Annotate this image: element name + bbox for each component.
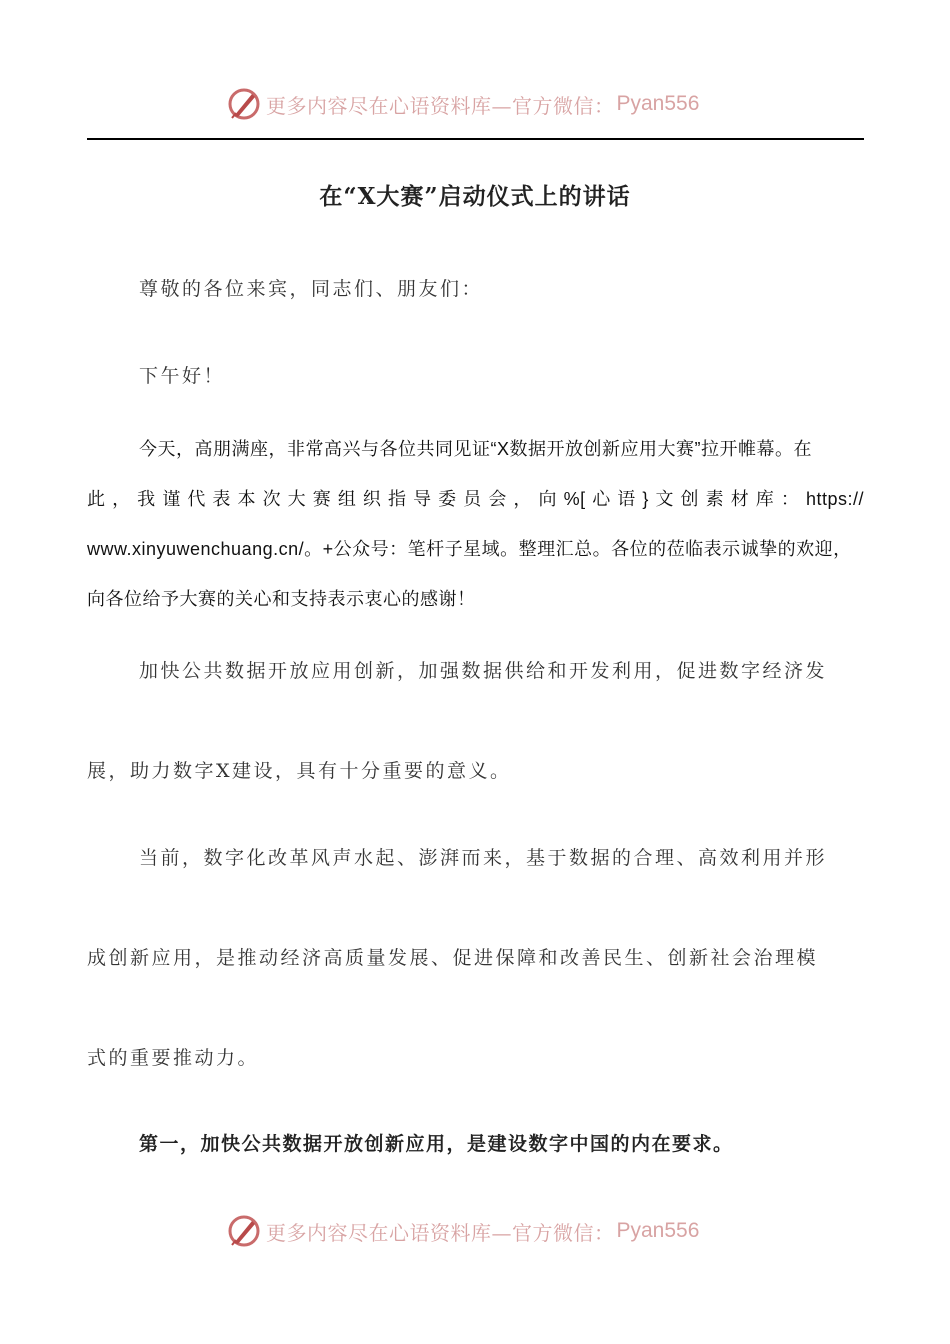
watermark-id: Pyan556 (616, 92, 700, 115)
paragraph-line: 向各位给予大赛的关心和支持表示衷心的感谢！ (87, 589, 476, 609)
footer-watermark (226, 1211, 699, 1251)
paragraph-line: 此，我谨代表本次大赛组织指导委员会，向%[心语}文创素材库：https:// (87, 489, 864, 509)
watermark-id: Pyan556 (616, 1219, 700, 1242)
paragraph-line: 当前，数字化改革风声水起、澎湃而来，基于数据的合理、高效利用并形 (139, 847, 828, 869)
watermark-text: 更多内容尽在心语资料库—官方微信： (266, 1220, 615, 1245)
paragraph-line: 加快公共数据开放应用创新，加强数据供给和开发利用，促进数字经济发 (139, 660, 828, 682)
paragraph-line: www.xinyuwenchuang.cn/。+公众号：笔杆子星域。整理汇总。各位的莅临表示诚挚的欢迎， (87, 539, 852, 559)
header-watermark (226, 84, 699, 124)
greeting-text: 下午好！ (139, 365, 226, 387)
salutation-text: 尊敬的各位来宾，同志们、朋友们： (139, 278, 484, 300)
watermark-text: 更多内容尽在心语资料库—官方微信： (266, 93, 615, 118)
paragraph-line: 今天，高朋满座，非常高兴与各位共同见证“X数据开放创新应用大赛”拉开帷幕。在 (139, 439, 812, 459)
quill-logo-icon (226, 86, 262, 122)
paragraph-line: 成创新应用，是推动经济高质量发展、促进保障和改善民生、创新社会治理模 (87, 947, 819, 969)
paragraph-line: 展，助力数字X建设，具有十分重要的意义。 (87, 760, 512, 782)
quill-logo-icon (226, 1213, 262, 1249)
document-title: 在“X大赛”启动仪式上的讲话 (319, 183, 631, 210)
paragraph-line: 式的重要推动力。 (87, 1047, 260, 1069)
header-divider (87, 138, 864, 140)
section-heading-text: 第一，加快公共数据开放创新应用，是建设数字中国的内在要求。 (139, 1133, 734, 1155)
